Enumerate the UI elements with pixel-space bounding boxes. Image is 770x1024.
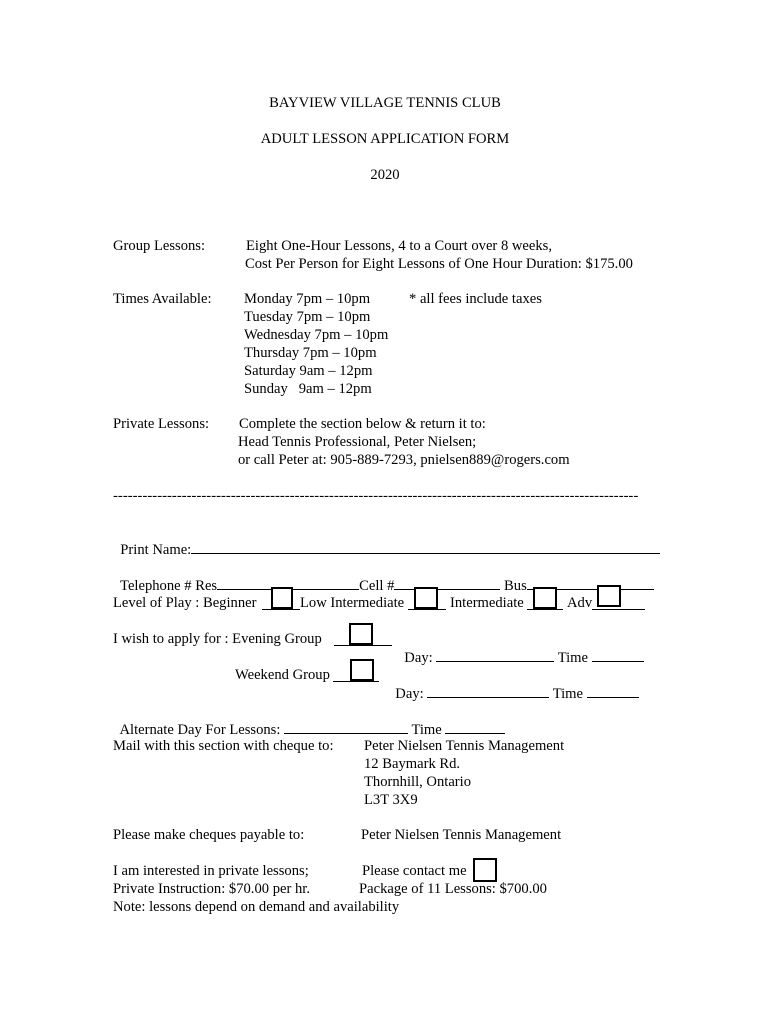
mail-label: Mail with this section with cheque to: <box>113 738 334 754</box>
contact-me-checkbox[interactable] <box>473 858 497 882</box>
evening-group-checkbox[interactable] <box>349 623 373 645</box>
time-slot: Monday 7pm – 10pm <box>244 291 371 307</box>
bus-label: Bus <box>504 578 527 594</box>
evening-time-label: Time <box>557 650 589 666</box>
low-intermediate-checkbox[interactable] <box>414 587 438 609</box>
alternate-day-field[interactable] <box>284 720 408 734</box>
private-lessons-label: Private Lessons: <box>113 416 210 432</box>
interested-text: I am interested in private lessons; <box>113 863 309 879</box>
evening-day-label: Day: <box>404 650 433 666</box>
alternate-day-row <box>113 702 505 739</box>
print-name-row <box>113 522 660 559</box>
weekend-time-label: Time <box>552 686 584 702</box>
form-title: ADULT LESSON APPLICATION FORM <box>260 131 510 147</box>
alternate-day-label: Alternate Day For Lessons: <box>119 722 281 738</box>
fees-note: * all fees include taxes <box>409 291 542 307</box>
form-year: 2020 <box>370 167 400 183</box>
weekend-time-field[interactable] <box>587 684 639 698</box>
time-slot: Wednesday 7pm – 10pm <box>244 327 389 343</box>
low-intermediate-label: Low Intermediate <box>300 595 405 611</box>
time-slot: Saturday 9am – 12pm <box>244 363 373 379</box>
package-price: Package of 11 Lessons: $700.00 <box>359 881 547 897</box>
private-lessons-line3: or call Peter at: 905-889-7293, pnielsen889@rogers.com <box>238 452 570 468</box>
time-slot: Thursday 7pm – 10pm <box>244 345 377 361</box>
mail-postal: L3T 3X9 <box>364 792 418 808</box>
mail-street: 12 Baymark Rd. <box>364 756 461 772</box>
payable-label: Please make cheques payable to: <box>113 827 305 843</box>
evening-day-field[interactable] <box>436 648 554 662</box>
payable-value: Peter Nielsen Tennis Management <box>361 827 562 843</box>
telephone-row <box>113 558 654 595</box>
private-lessons-line1: Complete the section below & return it to: <box>239 416 486 432</box>
alternate-time-label: Time <box>411 722 442 738</box>
evening-day-row <box>397 630 644 667</box>
evening-group-label: I wish to apply for : Evening Group <box>113 631 322 647</box>
mail-city: Thornhill, Ontario <box>364 774 472 790</box>
intermediate-checkbox[interactable] <box>533 587 557 609</box>
private-instruction-price: Private Instruction: $70.00 per hr. <box>113 881 310 897</box>
times-available-label: Times Available: <box>113 291 212 307</box>
weekend-group-checkbox[interactable] <box>350 659 374 681</box>
time-slot: Tuesday 7pm – 10pm <box>244 309 371 325</box>
print-name-label: Print Name: <box>120 542 192 558</box>
adv-label: Adv <box>567 595 593 611</box>
cell-label: Cell # <box>359 578 395 594</box>
alternate-time-field[interactable] <box>445 720 505 734</box>
group-lessons-line2: Cost Per Person for Eight Lessons of One Hour Duration: $175.00 <box>245 256 633 272</box>
adv-checkbox[interactable] <box>597 585 621 607</box>
intermediate-label: Intermediate <box>450 595 524 611</box>
level-of-play-label: Level of Play : Beginner <box>113 595 257 611</box>
beginner-checkbox[interactable] <box>271 587 293 609</box>
club-name: BAYVIEW VILLAGE TENNIS CLUB <box>269 95 501 111</box>
weekend-day-field[interactable] <box>427 684 549 698</box>
cut-line: ----------------------------------------------------------------------------------------------------------- <box>113 488 639 504</box>
contact-me-label: Please contact me <box>362 863 467 879</box>
availability-note: Note: lessons depend on demand and availability <box>113 899 400 915</box>
mail-name: Peter Nielsen Tennis Management <box>364 738 565 754</box>
weekend-day-label: Day: <box>395 686 424 702</box>
weekend-day-row <box>388 666 639 703</box>
group-lessons-line1: Eight One-Hour Lessons, 4 to a Court over 8 weeks, <box>246 238 553 254</box>
print-name-field[interactable] <box>191 540 660 554</box>
weekend-group-label: Weekend Group <box>235 667 330 683</box>
time-slot: Sunday 9am – 12pm <box>244 381 372 397</box>
cell-field[interactable] <box>394 576 500 590</box>
group-lessons-label: Group Lessons: <box>113 238 206 254</box>
evening-time-field[interactable] <box>592 648 644 662</box>
telephone-res-label: Telephone # Res <box>120 578 218 594</box>
private-lessons-line2: Head Tennis Professional, Peter Nielsen; <box>238 434 477 450</box>
